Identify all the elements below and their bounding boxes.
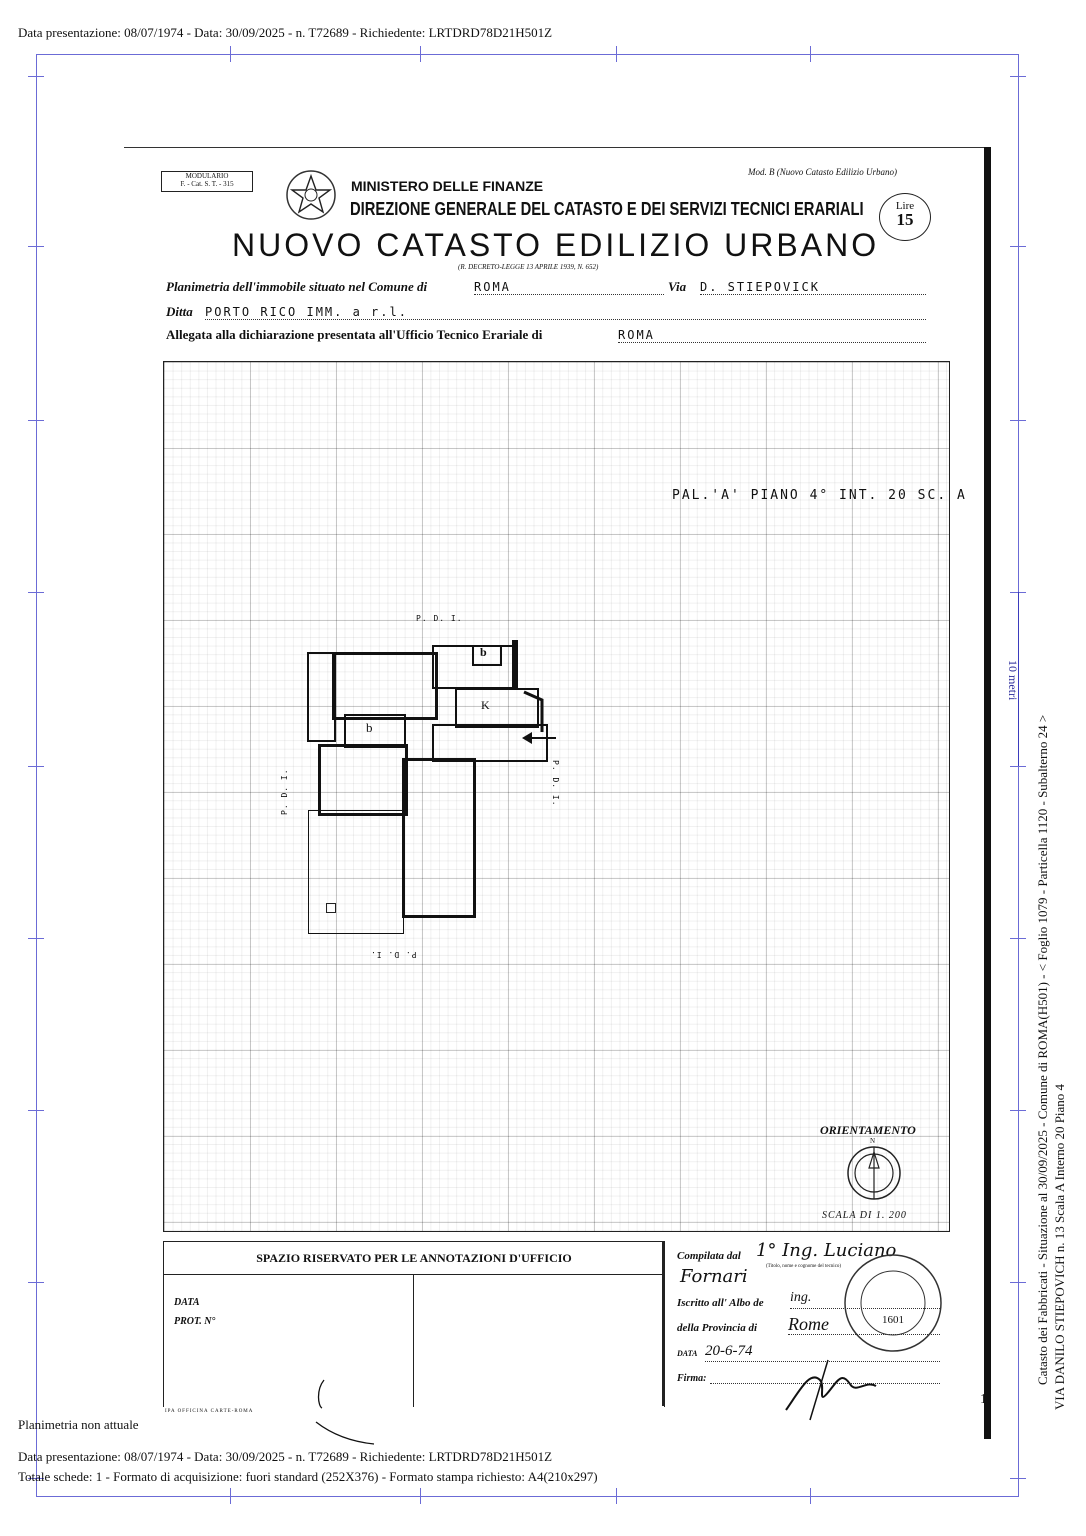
- iscritto-value: ing.: [790, 1290, 940, 1309]
- sheet-edge: [984, 147, 991, 1439]
- frame-tick: [1010, 246, 1026, 247]
- provincia-label: della Provincia di: [677, 1322, 758, 1334]
- allegata-label: Allegata alla dichiarazione presentata all'Ufficio Tecnico Erariale di: [166, 327, 543, 342]
- data-value: 20-6-74: [705, 1343, 940, 1362]
- frame-tick: [28, 76, 44, 77]
- frame-tick: [1010, 1282, 1026, 1283]
- iscritto-label: Iscritto all' Albo de: [677, 1297, 764, 1309]
- frame-tick: [810, 1488, 811, 1504]
- terrace: [308, 810, 404, 934]
- page-number: 1: [980, 1392, 987, 1407]
- ditta-label: Ditta: [166, 304, 193, 319]
- frame-left: [36, 54, 37, 1496]
- page-title: NUOVO CATASTO EDILIZIO URBANO: [232, 227, 880, 263]
- frame-tick: [810, 46, 811, 62]
- room-middle-left: [318, 744, 408, 816]
- titolo-hint: (Titolo, nome e cognome del tecnico): [766, 1264, 842, 1269]
- via-label: Via: [668, 279, 687, 294]
- pdi-left: P. D. I.: [280, 768, 289, 815]
- frame-tick: [616, 1488, 617, 1504]
- frame-tick: [230, 1488, 231, 1504]
- lire-stamp: Lire 15: [879, 193, 931, 241]
- mod-b: Mod. B (Nuovo Catasto Edilizio Urbano): [748, 167, 897, 177]
- frame-tick: [420, 46, 421, 62]
- pen-mark-icon: [310, 1378, 390, 1448]
- signature-icon: [780, 1350, 890, 1425]
- orientamento-label: ORIENTAMENTO: [820, 1123, 916, 1137]
- office-prot-label: PROT. N°: [174, 1316, 216, 1327]
- office-title: SPAZIO RISERVATO PER LE ANNOTAZIONI D'UFFICIO: [164, 1242, 664, 1275]
- frame-tick: [28, 938, 44, 939]
- side-info-line2: VIA DANILO STIEPOVICH n. 13 Scala A Interno 20 Piano 4: [1052, 1083, 1067, 1410]
- header-info: Data presentazione: 08/07/1974 - Data: 30/09/2025 - n. T72689 - Richiedente: LRTDRD78D21H501Z: [18, 25, 553, 40]
- ministry: MINISTERO DELLE FINANZE: [351, 178, 544, 194]
- direction: DIREZIONE GENERALE DEL CATASTO E DEI SERVIZI TECNICI ERARIALI: [350, 199, 864, 219]
- frame-tick: [420, 1488, 421, 1504]
- planimetria-label: Planimetria dell'immobile situato nel Comune di: [166, 279, 428, 294]
- non-attuale-note: Planimetria non attuale: [18, 1417, 139, 1432]
- scale-bar-label: 10 metri: [1006, 660, 1020, 701]
- frame-top: [36, 54, 1019, 55]
- ditta-value: PORTO RICO IMM. a r.l.: [205, 305, 926, 320]
- office-box: [163, 1241, 665, 1407]
- office-data-label: DATA: [174, 1297, 200, 1308]
- frame-right: [1018, 54, 1019, 1496]
- republic-emblem-icon: [282, 166, 340, 224]
- north-label: N: [870, 1137, 876, 1145]
- engineer-stamp-icon: [838, 1248, 948, 1358]
- frame-tick: [1010, 1478, 1026, 1479]
- frame-tick: [1010, 766, 1026, 767]
- firma-label: Firma:: [677, 1373, 707, 1384]
- room-label-b1: b: [366, 720, 373, 735]
- room-long: [402, 758, 476, 918]
- footer-line1: Data presentazione: 08/07/1974 - Data: 30/09/2025 - n. T72689 - Richiedente: LRTDRD78D21H501Z: [18, 1449, 553, 1464]
- comune-value: ROMA: [474, 280, 664, 295]
- frame-tick: [28, 246, 44, 247]
- bathroom-2: [472, 645, 502, 666]
- frame-tick: [1010, 420, 1026, 421]
- frame-tick: [1010, 1110, 1026, 1111]
- frame-tick: [1010, 938, 1026, 939]
- frame-tick: [28, 1282, 44, 1283]
- frame-bottom: [36, 1496, 1019, 1497]
- plan-note: PAL.'A' PIANO 4° INT. 20 SC. A: [672, 488, 967, 503]
- compilata-label: Compilata dal: [677, 1250, 741, 1262]
- frame-tick: [28, 766, 44, 767]
- frame-tick: [1010, 76, 1026, 77]
- room-label-k: K: [481, 698, 490, 712]
- data-small-label: DATA: [677, 1349, 698, 1358]
- frame-tick: [28, 420, 44, 421]
- pdi-top: P. D. I.: [416, 614, 463, 623]
- frame-tick: [28, 592, 44, 593]
- entrance-arrow-icon: [516, 686, 566, 746]
- decree: (R. DECRETO-LEGGE 13 APRILE 1939, N. 652): [458, 263, 599, 271]
- compass-icon: [845, 1144, 903, 1202]
- room-top-left: [332, 652, 438, 720]
- stamp-number: 1601: [882, 1314, 904, 1326]
- scale-note: SCALA DI 1. 200: [822, 1210, 907, 1221]
- frame-tick: [28, 1110, 44, 1111]
- allegata-value: ROMA: [618, 328, 926, 343]
- printer-credit: IPA OFFICINA CARTE-ROMA: [165, 1409, 254, 1414]
- bathroom-1: [344, 714, 406, 748]
- frame-tick: [616, 46, 617, 62]
- side-info-line1: Catasto dei Fabbricati - Situazione al 30/09/2025 - Comune di ROMA(H501) - < Foglio 1079 - Particella 1120 - Subalterno 24 >: [1035, 714, 1050, 1385]
- provincia-value: Rome: [788, 1314, 940, 1335]
- surname: Fornari: [680, 1266, 748, 1287]
- compilata-value: 1° Ing. Luciano: [756, 1240, 897, 1261]
- pdi-right: P. D. I.: [551, 760, 560, 807]
- via-value: D. STIEPOVICK: [700, 280, 926, 295]
- frame-tick: [230, 46, 231, 62]
- footer-line2: Totale schede: 1 - Formato di acquisizione: fuori standard (252X376) - Formato stampa richiesto: A4(210x297): [18, 1469, 598, 1484]
- room-label-b2: b: [480, 645, 487, 659]
- modulario-box: MODULARIO F. - Cat. S. T. - 315: [161, 171, 253, 192]
- pdi-bottom: P. D. I.: [370, 950, 417, 959]
